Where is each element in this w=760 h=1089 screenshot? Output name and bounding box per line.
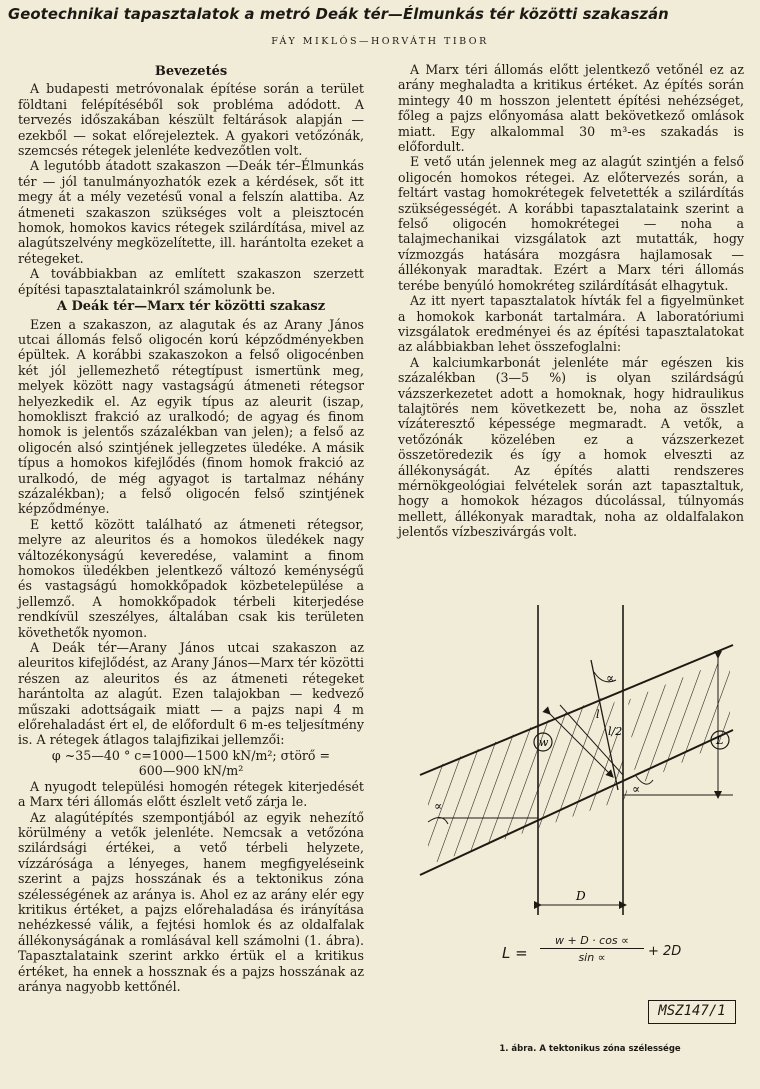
- alpha-label-left: ∝: [434, 799, 443, 813]
- paragraph: E kettő között található az átmeneti rétegsor, melyre az aleuritos és a homokos üledékek nagy változékonyságú keveredése, valamint a finom homokos üledékben jelentkező változó keménységű és vastagságú homokkőpadok közbetelepülése a jellemző. A homokkőpadok térbeli kiterjedése rendkívül szeszélyes, általában csak kis területen követhetők nyomon.: [18, 516, 364, 640]
- paragraph: Az alagútépítés szempontjából az egyik nehezítő körülmény a vetők jelenléte. Nemcsak a vetőzóna szilárdsági értékei, a vető térbeli helyzete, vízzárósága a lényeges, hanem megfigyeléseink szerint a pajzs hosszának és a tektonikus zóna szélességének az aránya is. Ahol ez az arány elér egy kritikus értéket, a pajzs előrehaladása és irányítása nehézkessé válik, a fejtési homlok és az oldalfalak állékonyságának a romlásával kell számolni (1. ábra). Tapasztalataink szerint arkko értük el a kritikus értéket, ha ennek a hossznak és a pajzs hosszának az aránya nagyobb kettőnél.: [18, 809, 364, 994]
- article-title: Geotechnikai tapasztalatok a metró Deák tér—Élmunkás tér közötti szakaszán: [8, 6, 669, 23]
- paragraph: A nyugodt települési homogén rétegek kiterjedését a Marx téri állomás előtt észlelt vető zárja le.: [18, 778, 364, 810]
- right-column: [398, 62, 744, 540]
- L-label: L: [716, 734, 724, 747]
- formula-line: 600—900 kN/m²: [138, 763, 244, 779]
- paragraph: A Deák tér—Arany János utcai szakaszon az aleuritos kifejlődést, az Arany János—Marx tér közötti részen az aleuritos és az átmeneti rétegeket harántolta az alagút. Ezen talajokban — kedvező műszaki adottságaik miatt — a pajzs napi 4 m előrehaladást ért el, de előfordult 6 m-es teljesítmény is. A rétegek átlagos talajfizikai jellemzői:: [18, 640, 364, 748]
- paragraph: E vető után jelennek meg az alagút szintjén a felső oligocén homokos rétegei. Az előtervezés során, a feltárt vastag homokrétegek felvetették a szilárdítás szükségességét. A korábbi tapasztalataink szerint a felső oligocén homokrétegei — noha a talajmechanikai vizsgálatok azt mutatták, hogy vízmozgás hatására mozgásra hajlamosak — állékonyak maradtak. Ezért a Marx téri állomás terébe benyúló homokréteg szilárdítását elhagytuk.: [398, 154, 744, 293]
- equation-denominator: sin ∝: [578, 951, 606, 964]
- D-label: D: [576, 889, 586, 903]
- figure-caption: 1. ábra. A tektonikus zóna szélessége: [499, 1044, 681, 1054]
- equation-fraction: [540, 934, 644, 964]
- paragraph: A budapesti metróvonalak építése során a terület földtani felépítéséből sok probléma adódott. A tervezés időszakában készült feltárások alapján — ezekből — sokat előrejeleztek. A gyakori vetőzónák, szemcsés rétegek jelenléte kedvezőtlen volt.: [18, 81, 364, 159]
- standard-stamp: MSZ147/1: [648, 1000, 736, 1024]
- heading-intro: Bevezetés: [154, 64, 228, 79]
- l2-label: l/2: [608, 725, 623, 738]
- zone-width-equation: [502, 934, 742, 974]
- paragraph: A kalciumkarbonát jelenléte már egészen kis százalékban (3—5 %) is olyan szilárdságú vázszerkezetet adott a homoknak, hogy hidraulikus talajtörés nem következett be, noha az összlet vízáteresztő képessége megmaradt. A vetők, a vetőzónák közelében ez a vázszerkezet összetöredezik és így a homok elveszti az állékonyságát. Az építés alatti rendszeres mérnökgeológiai felvételek során azt tapasztaltuk, hogy a homokok hézagos dúcolással, túlnyomás mellett, állékonyak maradtak, noha az oldalfalakon jelentős vízbeszivárgás volt.: [398, 354, 744, 540]
- w-label: w: [539, 736, 549, 749]
- paragraph: A továbbiakban az említett szakaszon szerzett építési tapasztalatainkról számolunk be.: [18, 266, 364, 297]
- article-authors: FÁY MIKLÓS—HORVÁTH TIBOR: [271, 36, 489, 47]
- paragraph: Az itt nyert tapasztalatok hívták fel a figyelmünket a homokok karbonát tartalmára. A laboratóriumi vizsgálatok eredményei és az építési tapasztalatokat az alábbiakban lehet összefoglalni:: [398, 293, 744, 355]
- left-column: [18, 62, 364, 994]
- paragraph: A Marx téri állomás előtt jelentkező vetőnél ez az arány meghaladta a kritikus értéket. Az építés során mintegy 40 m hosszon jelentett építési nehézséget, főleg a pajzs előnyomása alatt bekövetkező omlások miatt. Egy alkalommal 30 m³-es szakadás is előfordult.: [398, 62, 744, 155]
- equation-lhs: L =: [502, 944, 528, 962]
- hatched-block-right: [628, 658, 730, 786]
- heading-section: A Deák tér—Marx tér közötti szakasz: [56, 299, 326, 315]
- formula-line: φ ~35—40 ° c=1000—1500 kN/m²; σtörő =: [51, 747, 331, 763]
- paragraph: Ezen a szakaszon, az alagutak és az Arany János utcai állomás felső oligocén korú képződményekben épültek. A korábbi szakaszokon a felső oligocénben két jól jellemezhető rétegtípust ismertünk meg, melyek között nagy vastagságú átmeneti rétegsor helyezkedik el. Az egyik típus az aleurit (iszap, homokliszt frakció az uralkodó; de agyag és finom homok is jelentős százalékban van jelen); a felső az oligocén alsó szintjének jellegzetes üledéke. A másik típus a homokos kifejlődés (finom homok frakció az uralkodó, de még agyagot is tartalmaz néhány százalékban); a felső oligocén felső szintjének képződménye.: [18, 316, 364, 517]
- alpha-label-mid: ∝: [632, 782, 641, 796]
- alpha-label-top: ∝: [606, 671, 615, 685]
- equation-numerator: w + D · cos ∝: [540, 934, 644, 949]
- equation-rhs: + 2D: [648, 944, 682, 959]
- paragraph: A legutóbb átadott szakaszon —Deák tér–Élmunkás tér — jól tanulmányozhatók ezek a kérdések, sőt itt megy át a mély vezetésű vonal a felszín alattiba. Az átmeneti szakaszon szükséges volt a pleisztocén homok, homokos kavics rétegek szilárdítása, mivel az alagútszelvény megközelítette, ill. harántolta ezeket a rétegeket.: [18, 158, 364, 266]
- l1-label: l: [596, 708, 600, 721]
